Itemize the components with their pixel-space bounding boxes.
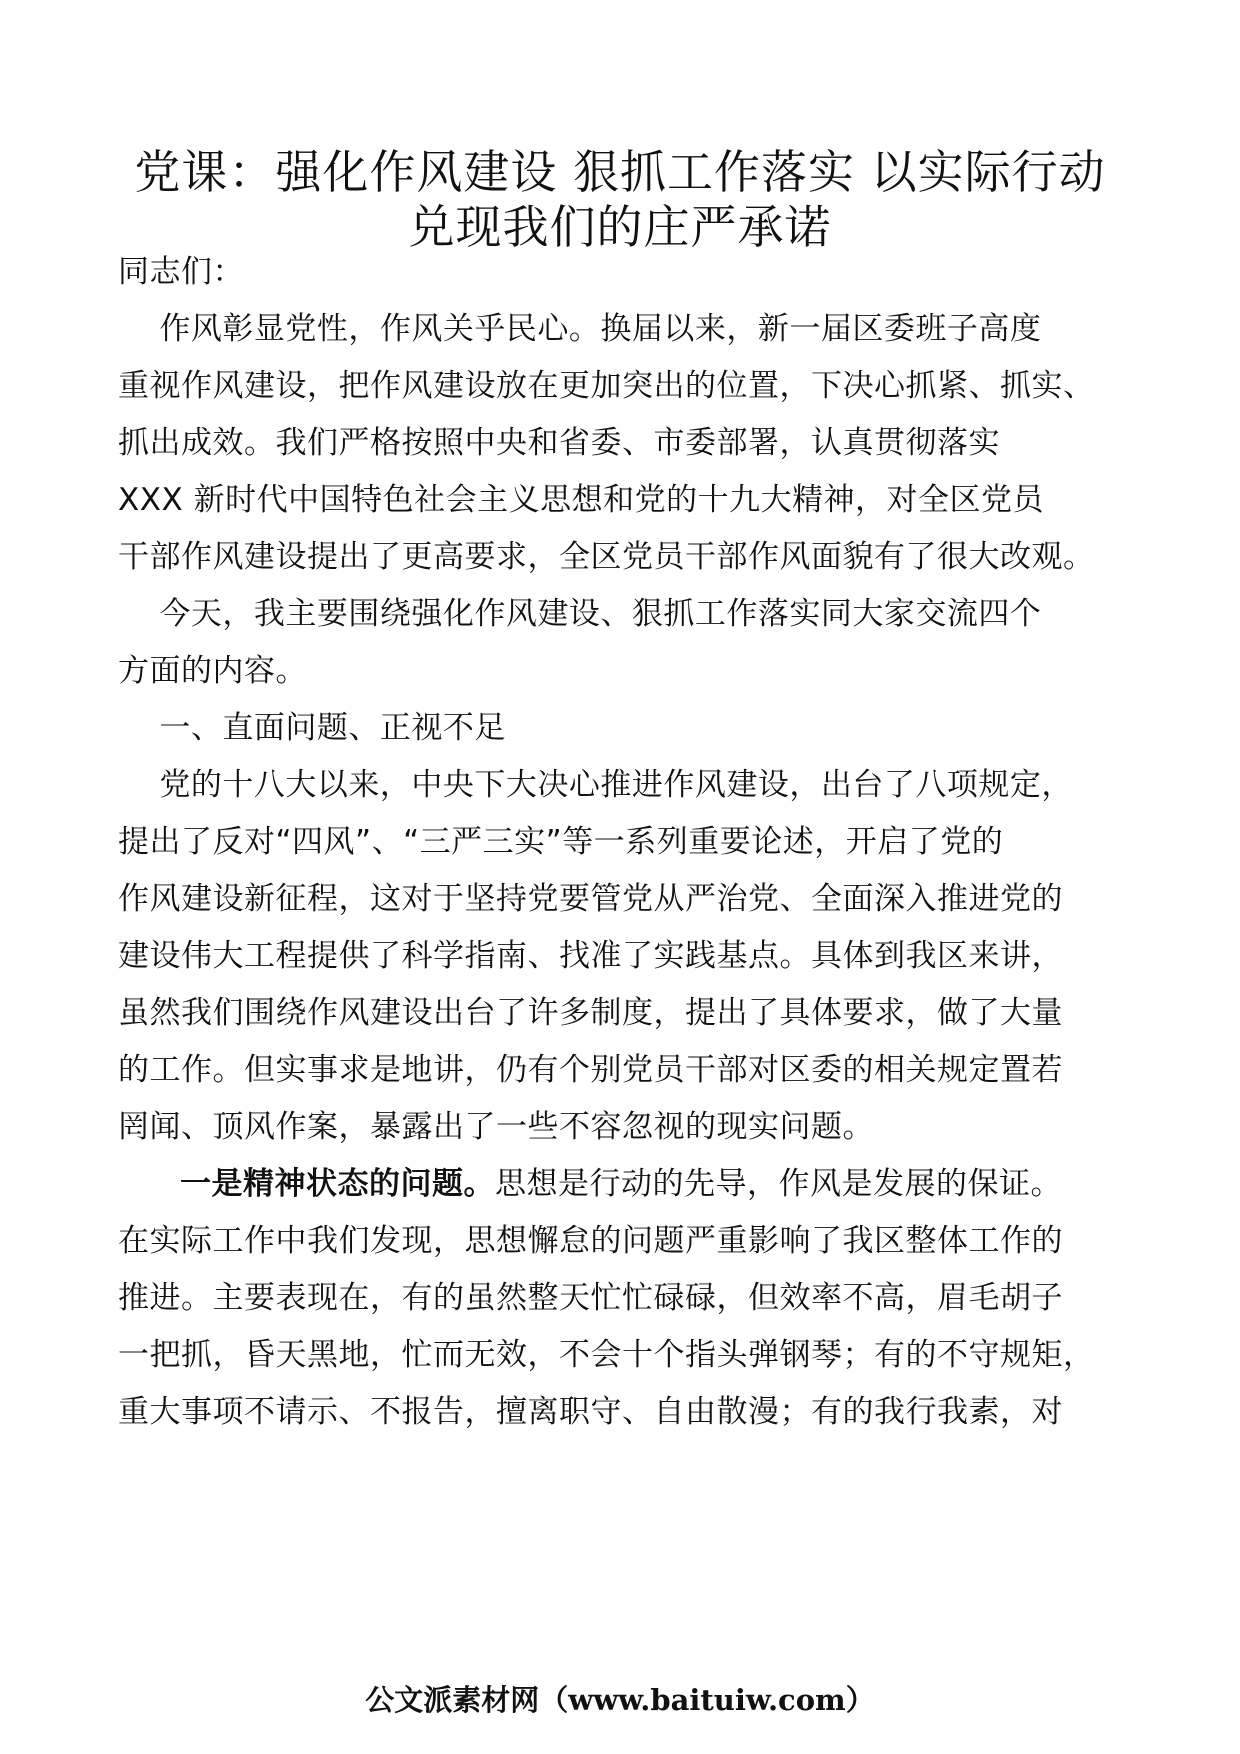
paragraph-line: 抓出成效。我们严格按照中央和省委、市委部署，认真贯彻落实 [118, 425, 1000, 461]
paragraph-line: 作风彰显党性，作风关乎民心。换届以来，新一届区委班子高度 [118, 311, 1042, 347]
paragraph-line: 今天，我主要围绕强化作风建设、狠抓工作落实同大家交流四个 [118, 596, 1042, 632]
footer-watermark: 公文派素材网（www.baituiw.com） [365, 1683, 875, 1717]
section-heading: 一、直面问题、正视不足 [118, 710, 506, 746]
paragraph-line: 虽然我们围绕作风建设出台了许多制度，提出了具体要求，做了大量 [118, 995, 1063, 1031]
salutation: 同志们： [118, 254, 244, 290]
document-title-line-2: 兑现我们的庄严承诺 [408, 200, 832, 254]
paragraph-line: 罔闻、顶风作案，暴露出了一些不容忽视的现实问题。 [118, 1109, 874, 1145]
bold-lead-text: 一是精神状态的问题。 [180, 1166, 495, 1202]
paragraph-line: 作风建设新征程，这对于坚持党要管党从严治党、全面深入推进党的 [118, 881, 1063, 917]
paragraph-line: 在实际工作中我们发现，思想懈怠的问题严重影响了我区整体工作的 [118, 1223, 1063, 1259]
document-title-line-1: 党课：强化作风建设 狠抓工作落实 以实际行动 [134, 145, 1106, 199]
paragraph-line-with-bold-lead [118, 1162, 1138, 1206]
paragraph-line: 重大事项不请示、不报告，擅离职守、自由散漫；有的我行我素，对 [118, 1394, 1063, 1430]
paragraph-line: 提出了反对“四风”、“三严三实”等一系列重要论述，开启了党的 [118, 824, 1004, 860]
paragraph-line: 方面的内容。 [118, 653, 307, 689]
paragraph-line: 重视作风建设，把作风建设放在更加突出的位置，下决心抓紧、抓实、 [118, 368, 1095, 404]
paragraph-line: 推进。主要表现在，有的虽然整天忙忙碌碌，但效率不高，眉毛胡子 [118, 1280, 1063, 1316]
paragraph-line: 建设伟大工程提供了科学指南、找准了实践基点。具体到我区来讲， [118, 938, 1063, 974]
paragraph-text: 思想是行动的先导，作风是发展的保证。 [495, 1166, 1062, 1202]
paragraph-line: 党的十八大以来，中央下大决心推进作风建设，出台了八项规定， [118, 767, 1073, 803]
paragraph-line: 的工作。但实事求是地讲，仍有个别党员干部对区委的相关规定置若 [118, 1052, 1063, 1088]
paragraph-line: 一把抓，昏天黑地，忙而无效，不会十个指头弹钢琴；有的不守规矩， [118, 1337, 1095, 1373]
paragraph-line: XXX 新时代中国特色社会主义思想和党的十九大精神，对全区党员 [118, 482, 1045, 518]
paragraph-line: 干部作风建设提出了更高要求，全区党员干部作风面貌有了很大改观。 [118, 539, 1095, 575]
